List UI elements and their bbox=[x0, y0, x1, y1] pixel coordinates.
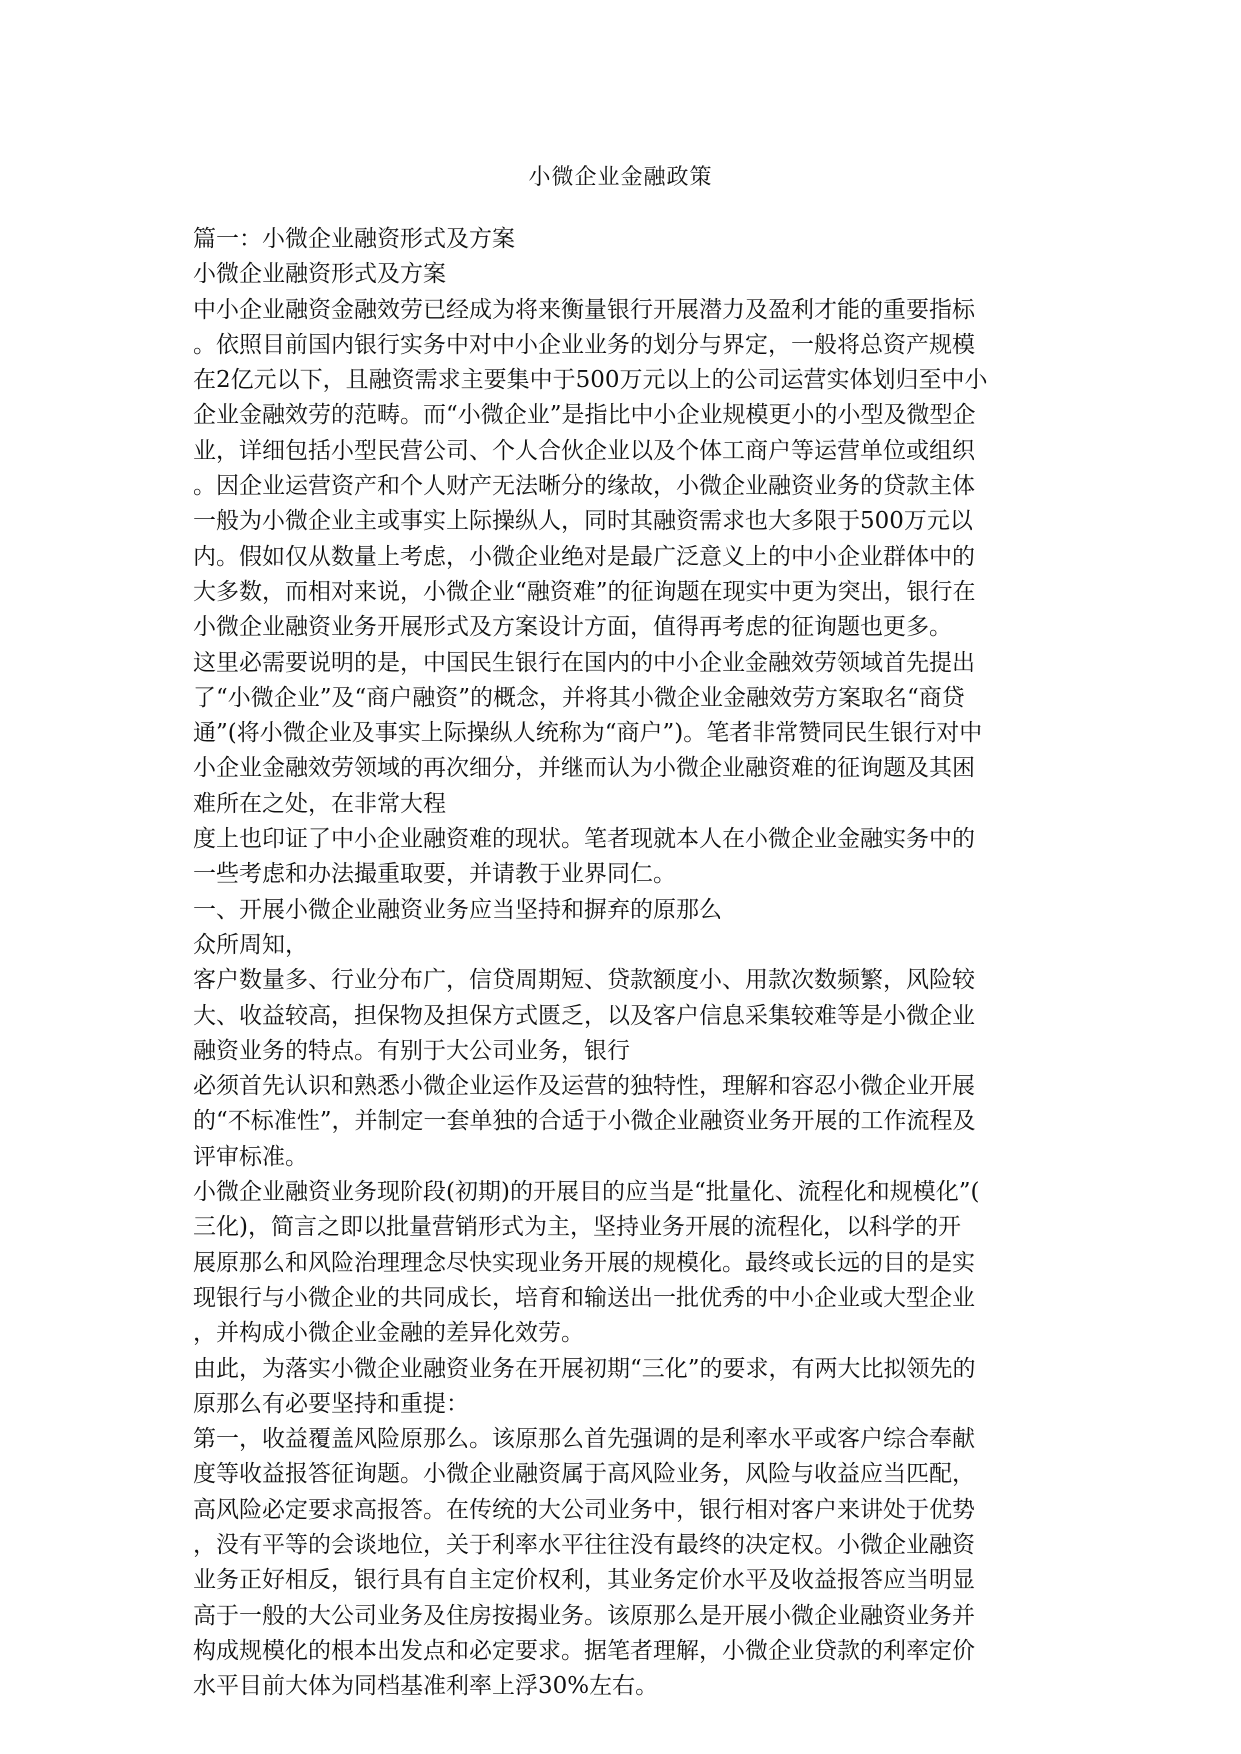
text-line: 的“不标准性”，并制定一套单独的合适于小微企业融资业务开展的工作流程及 bbox=[193, 1108, 976, 1135]
text-line: 一些考虑和办法撮重取要，并请教于业界同仁。 bbox=[193, 861, 676, 888]
text-line: 小微企业融资形式及方案 bbox=[193, 261, 446, 288]
text-line: 难所在之处，在非常大程 bbox=[193, 790, 446, 817]
text-line: 大、收益较高，担保物及担保方式匮乏，以及客户信息采集较难等是小微企业 bbox=[193, 1002, 975, 1029]
text-line: 一般为小微企业主或事实上际操纵人，同时其融资需求也大多限于500万元以 bbox=[193, 508, 973, 535]
text-line: 高于一般的大公司业务及住房按揭业务。该原那么是开展小微企业融资业务并 bbox=[193, 1602, 975, 1629]
text-line: 高风险必定要求高报答。在传统的大公司业务中，银行相对客户来讲处于优势 bbox=[193, 1496, 975, 1523]
text-line: 三化)，简言之即以批量营销形式为主，坚持业务开展的流程化，以科学的开 bbox=[193, 1214, 961, 1241]
text-line: 业务正好相反，银行具有自主定价权利，其业务定价水平及收益报答应当明显 bbox=[193, 1567, 975, 1594]
text-line: ，没有平等的会谈地位，关于利率水平往往没有最终的决定权。小微企业融资 bbox=[193, 1531, 975, 1558]
document-title: 小微企业金融政策 bbox=[528, 165, 713, 190]
text-line: 原那么有必要坚持和重提： bbox=[193, 1390, 469, 1417]
text-line: 内。假如仅从数量上考虑，小微企业绝对是最广泛意义上的中小企业群体中的 bbox=[193, 543, 975, 570]
text-line: 大多数，而相对来说，小微企业“融资难”的征询题在现实中更为突出，银行在 bbox=[193, 578, 976, 605]
text-line: 一、开展小微企业融资业务应当坚持和摒弃的原那么 bbox=[193, 896, 722, 923]
text-line: 了“小微企业”及“商户融资”的概念，并将其小微企业金融效劳方案取名“商贷 bbox=[193, 684, 965, 711]
text-line: 中小企业融资金融效劳已经成为将来衡量银行开展潜力及盈利才能的重要指标 bbox=[193, 296, 975, 323]
text-line: 客户数量多、行业分布广，信贷周期短、贷款额度小、用款次数频繁，风险较 bbox=[193, 967, 975, 994]
text-line: 这里必需要说明的是，中国民生银行在国内的中小企业金融效劳领域首先提出 bbox=[193, 649, 975, 676]
text-line: 业，详细包括小型民营公司、个人合伙企业以及个体工商户等运营单位或组织 bbox=[193, 437, 975, 464]
text-line: 展原那么和风险治理理念尽快实现业务开展的规模化。最终或长远的目的是实 bbox=[193, 1249, 975, 1276]
text-line: 在2亿元以下，且融资需求主要集中于500万元以上的公司运营实体划归至中小 bbox=[193, 367, 988, 394]
text-line: 度上也印证了中小企业融资难的现状。笔者现就本人在小微企业金融实务中的 bbox=[193, 826, 975, 853]
text-line: 企业金融效劳的范畴。而“小微企业”是指比中小企业规模更小的小型及微型企 bbox=[193, 402, 976, 429]
text-line: 水平目前大体为同档基准利率上浮30%左右。 bbox=[193, 1673, 659, 1700]
text-line: 由此，为落实小微企业融资业务在开展初期“三化”的要求，有两大比拟领先的 bbox=[193, 1355, 976, 1382]
text-line: 众所周知， bbox=[193, 931, 308, 958]
text-line: 。依照目前国内银行实务中对中小企业业务的划分与界定，一般将总资产规模 bbox=[193, 331, 975, 358]
text-line: 构成规模化的根本出发点和必定要求。据笔者理解，小微企业贷款的利率定价 bbox=[193, 1637, 975, 1664]
text-line: 第一，收益覆盖风险原那么。该原那么首先强调的是利率水平或客户综合奉献 bbox=[193, 1426, 975, 1453]
text-line: 现银行与小微企业的共同成长，培育和输送出一批优秀的中小企业或大型企业 bbox=[193, 1284, 975, 1311]
text-line: 度等收益报答征询题。小微企业融资属于高风险业务，风险与收益应当匹配， bbox=[193, 1461, 975, 1488]
text-line: 通”(将小微企业及事实上际操纵人统称为“商户”)。笔者非常赞同民生银行对中 bbox=[193, 720, 983, 747]
document-body bbox=[193, 222, 1049, 1704]
text-line: 必须首先认识和熟悉小微企业运作及运营的独特性，理解和容忍小微企业开展 bbox=[193, 1073, 975, 1100]
text-line: 小企业金融效劳领域的再次细分，并继而认为小微企业融资难的征询题及其困 bbox=[193, 755, 975, 782]
text-line: 小微企业融资业务开展形式及方案设计方面，值得再考虑的征询题也更多。 bbox=[193, 614, 952, 641]
text-line: 评审标准。 bbox=[193, 1143, 308, 1170]
text-line: 小微企业融资业务现阶段(初期)的开展目的应当是“批量化、流程化和规模化”( bbox=[193, 1179, 980, 1206]
text-line: ，并构成小微企业金融的差异化效劳。 bbox=[193, 1320, 584, 1347]
text-line: 篇一：小微企业融资形式及方案 bbox=[193, 226, 515, 252]
text-line: 。因企业运营资产和个人财产无法晰分的缘故，小微企业融资业务的贷款主体 bbox=[193, 473, 975, 500]
text-line: 融资业务的特点。有别于大公司业务，银行 bbox=[193, 1037, 630, 1064]
